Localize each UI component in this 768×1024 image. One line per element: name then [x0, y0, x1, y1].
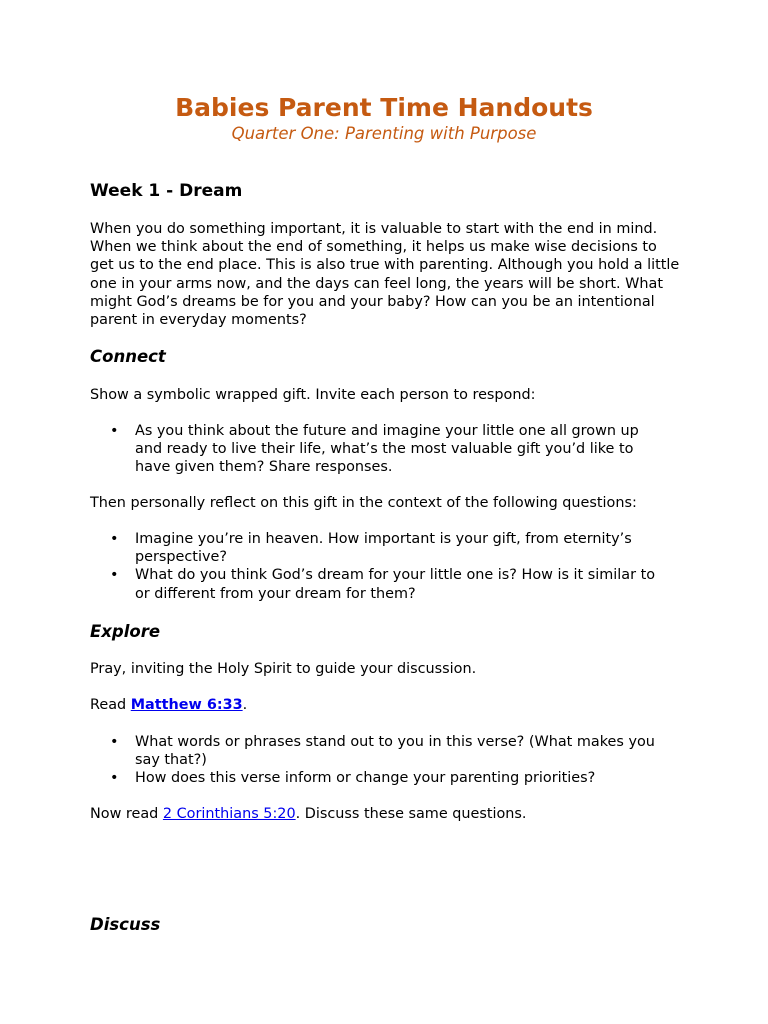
read-paragraph — [90, 696, 680, 714]
connect-heading: Connect — [90, 347, 166, 366]
now-prefix: Now read — [90, 806, 163, 822]
bullet-icon: • — [110, 567, 119, 584]
bullet-icon: • — [110, 531, 119, 547]
list-item-text: What do you think God’s dream for your little one is? How is it similar to or different from your dream for them? — [135, 567, 656, 602]
bullet-icon: • — [110, 423, 119, 439]
connect-bullet-list — [90, 422, 680, 477]
pray-paragraph: Pray, inviting the Holy Spirit to guide your discussion. — [90, 661, 477, 677]
week-heading: Week 1 - Dream — [90, 181, 243, 201]
list-item-text: As you think about the future and imagine your little one all grown up and ready to live their life, what’s the most valuable gift you’d like to have given them? Share responses. — [135, 423, 639, 476]
list-item-text: How does this verse inform or change your parenting priorities? — [135, 770, 596, 787]
list-item — [90, 422, 665, 477]
bullet-icon: • — [110, 770, 119, 787]
document-title: Babies Parent Time Handouts — [175, 93, 593, 122]
reflect-paragraph: Then personally reflect on this gift in the context of the following questions: — [90, 495, 637, 511]
reflect-bullet-list — [90, 530, 680, 603]
list-item-text: Imagine you’re in heaven. How important is your gift, from eternity’s perspective? — [135, 531, 632, 566]
intro-paragraph: When you do something important, it is valuable to start with the end in mind. When we think about the end of something, it helps us make wise decisions to get us to the end place. This is also true with parenting. Although you hold a little one in your arms now, and the days can feel long, the years will be short. What might God’s dreams be for you and your baby? How can you be an intentional parent in everyday moments? — [90, 221, 680, 329]
now-read-paragraph — [90, 805, 680, 823]
read-suffix: . — [242, 697, 248, 713]
bullet-icon: • — [110, 734, 119, 750]
explore-heading: Explore — [90, 622, 161, 641]
list-item — [90, 566, 665, 602]
explore-bullet-list — [90, 733, 680, 788]
list-item — [90, 530, 665, 566]
connect-prompt: Show a symbolic wrapped gift. Invite each person to respond: — [90, 387, 536, 403]
list-item-text: What words or phrases stand out to you in this verse? (What makes you say that?) — [135, 734, 655, 769]
matthew-link[interactable]: Matthew 6:33 — [130, 697, 243, 713]
discuss-heading: Discuss — [90, 915, 161, 934]
document-subtitle: Quarter One: Parenting with Purpose — [231, 124, 537, 143]
now-suffix: . Discuss these same questions. — [295, 806, 527, 822]
read-prefix: Read — [90, 697, 131, 713]
corinthians-link[interactable]: 2 Corinthians 5:20 — [162, 806, 296, 822]
list-item — [90, 769, 665, 787]
list-item — [90, 733, 665, 769]
